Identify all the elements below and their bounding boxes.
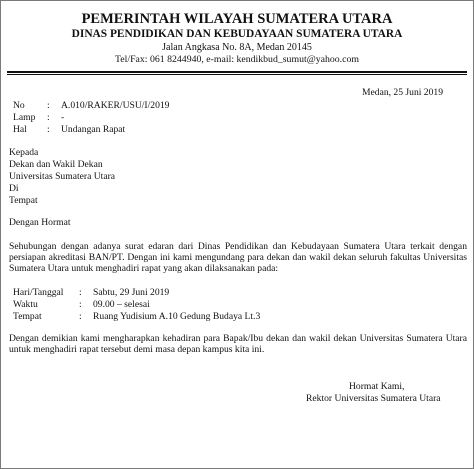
schedule-sep-place: : [79, 311, 82, 322]
recipient-name: Dekan dan Wakil Dekan [9, 159, 103, 170]
schedule-label-time: Waktu [13, 299, 38, 310]
schedule-sep-time: : [79, 299, 82, 310]
schedule-value-place: Ruang Yudisium A.10 Gedung Budaya Lt.3 [93, 311, 261, 322]
meta-sep-hal: : [47, 124, 50, 135]
meta-sep-no: : [47, 100, 50, 111]
schedule-value-date: Sabtu, 29 Juni 2019 [93, 287, 170, 298]
meta-label-no: No [13, 100, 25, 111]
meta-value-lamp: - [61, 112, 65, 123]
letter-date: Medan, 25 Juni 2019 [361, 87, 443, 98]
recipient-kepada: Kepada [9, 147, 39, 158]
schedule-label-place: Tempat [13, 311, 42, 322]
meta-label-hal: Hal [13, 124, 27, 135]
letterhead-address: Jalan Angkasa No. 8A, Medan 20145 [162, 42, 312, 53]
letterhead-rule-thin [7, 74, 467, 75]
meta-label-lamp: Lamp [13, 112, 36, 123]
recipient-institution: Universitas Sumatera Utara [9, 171, 116, 182]
letterhead-rule-thick [7, 71, 467, 73]
greeting: Dengan Hormat [9, 217, 71, 228]
body-paragraph: Sehubungan dengan adanya surat edaran dari Dinas Pendidikan dan Kebudayaan Sumatera Utara terkait dengan persiapan akreditasi BAN/PT. Dengan ini kami mengundang para dekan dan wakil dekan seluruh fakultas Universitas Sumatera Utara untuk menghadiri rapat yang akan dilaksanakan pada: [9, 241, 467, 274]
schedule-value-time: 09.00 – selesai [93, 299, 150, 310]
letterhead-subtitle: DINAS PENDIDIKAN DAN KEBUDAYAAN SUMATERA UTARA [71, 28, 403, 40]
recipient-tempat: Tempat [9, 195, 38, 206]
closing-paragraph: Dengan demikian kami mengharapkan kehadiran para Bapak/Ibu dekan dan wakil dekan Universitas Sumatera Utara untuk menghadiri rapat tersebut demi masa depan kampus kita ini. [9, 333, 467, 355]
signature-title: Rektor Universitas Sumatera Utara [306, 393, 441, 404]
meta-value-no: A.010/RAKER/USU/I/2019 [61, 100, 170, 111]
signature-salutation: Hormat Kami, [349, 381, 405, 392]
meta-value-hal: Undangan Rapat [61, 124, 126, 135]
letterhead-contact: Tel/Fax: 061 8244940, e-mail: kendikbud_sumut@yahoo.com [115, 54, 359, 65]
meta-sep-lamp: : [47, 112, 50, 123]
recipient-di: Di [9, 183, 19, 194]
schedule-label-date: Hari/Tanggal [13, 287, 64, 298]
letterhead-title: PEMERINTAH WILAYAH SUMATERA UTARA [81, 11, 393, 27]
schedule-sep-date: : [79, 287, 82, 298]
